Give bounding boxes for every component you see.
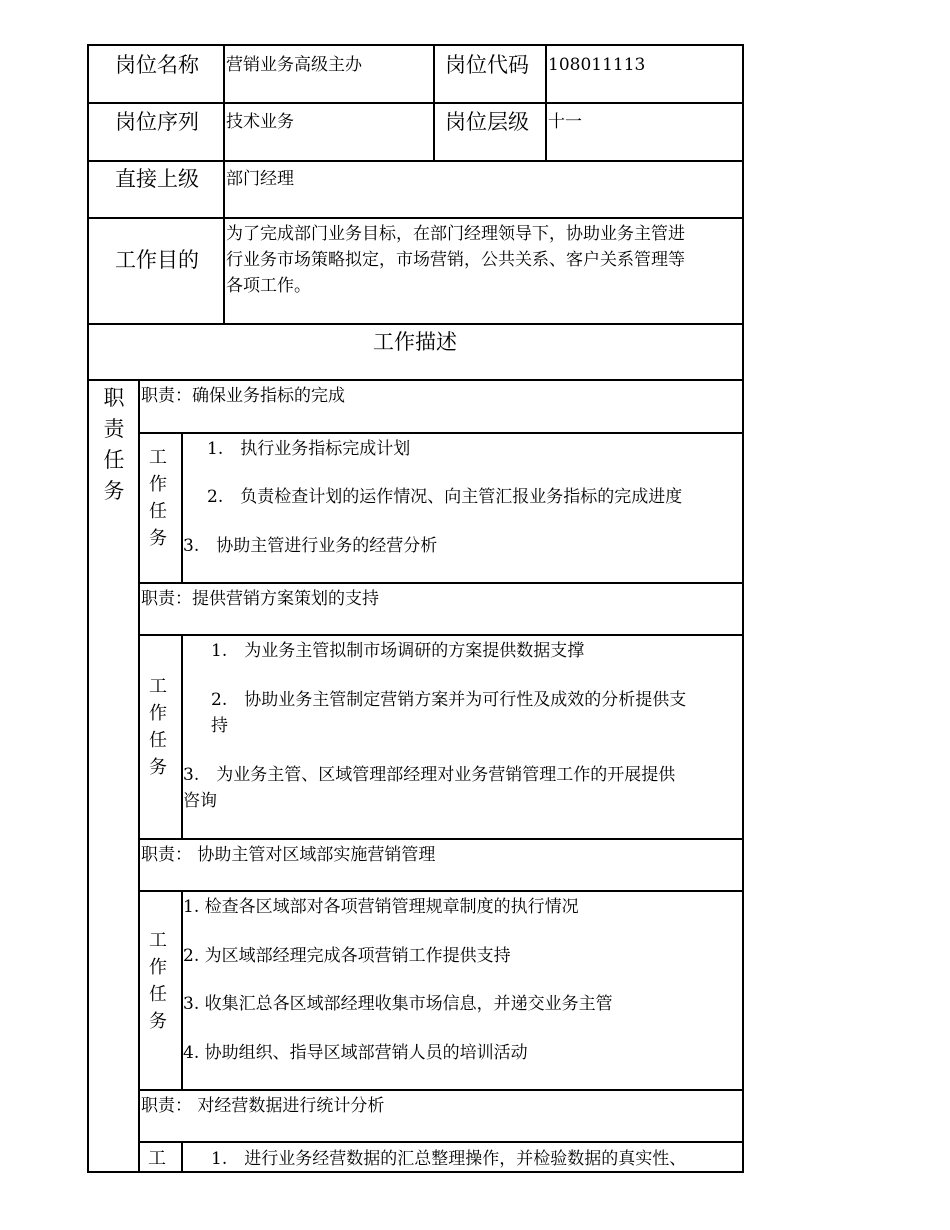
task-column-label: 工 作 任 务 bbox=[149, 930, 167, 1032]
task-item: 咨询 bbox=[183, 791, 217, 811]
purpose-label: 工作目的 bbox=[115, 248, 199, 272]
superior-label: 直接上级 bbox=[115, 167, 199, 191]
task-item: 2. 协助业务主管制定营销方案并为可行性及成效的分析提供支 bbox=[211, 690, 687, 710]
series-label: 岗位序列 bbox=[115, 110, 199, 134]
purpose-line: 行业务市场策略拟定，市场营销，公共关系、客户关系管理等 bbox=[226, 250, 685, 270]
duty-column-label: 职 责 任 务 bbox=[103, 386, 125, 503]
duty-title: 职责：提供营销方案策划的支持 bbox=[141, 589, 379, 609]
duty-title: 职责： 对经营数据进行统计分析 bbox=[141, 1096, 385, 1116]
task-item: 1. 为业务主管拟制市场调研的方案提供数据支撑 bbox=[211, 641, 585, 661]
series-value: 技术业务 bbox=[226, 112, 294, 132]
task-item: 3. 收集汇总各区域部经理收集市场信息，并递交业务主管 bbox=[183, 994, 613, 1014]
task-column-label: 工 bbox=[148, 1148, 166, 1169]
task-item: 4. 协助组织、指导区域部营销人员的培训活动 bbox=[183, 1043, 528, 1063]
task-item: 1. 执行业务指标完成计划 bbox=[207, 439, 411, 459]
purpose-line: 各项工作。 bbox=[226, 276, 311, 296]
position-code-label: 岗位代码 bbox=[445, 53, 529, 77]
task-item: 2. 负责检查计划的运作情况、向主管汇报业务指标的完成进度 bbox=[207, 487, 683, 507]
task-item: 1. 检查各区域部对各项营销管理规章制度的执行情况 bbox=[183, 897, 579, 917]
task-column-label: 工 作 任 务 bbox=[149, 447, 167, 549]
duty-title: 职责： 协助主管对区域部实施营销管理 bbox=[141, 845, 436, 865]
level-label: 岗位层级 bbox=[445, 110, 529, 134]
task-item: 2. 为区域部经理完成各项营销工作提供支持 bbox=[183, 946, 511, 966]
level-value: 十一 bbox=[548, 112, 582, 132]
section-title: 工作描述 bbox=[373, 330, 457, 354]
position-code-value: 108011113 bbox=[548, 55, 646, 75]
task-item: 持 bbox=[211, 716, 228, 736]
superior-value: 部门经理 bbox=[226, 169, 294, 189]
task-item: 3. 协助主管进行业务的经营分析 bbox=[183, 536, 438, 556]
duty-title: 职责：确保业务指标的完成 bbox=[141, 386, 345, 406]
task-column-label: 工 作 任 务 bbox=[149, 676, 167, 778]
position-name-value: 营销业务高级主办 bbox=[226, 55, 362, 75]
task-item: 1. 进行业务经营数据的汇总整理操作，并检验数据的真实性、 bbox=[211, 1149, 687, 1169]
position-name-label: 岗位名称 bbox=[115, 53, 199, 77]
purpose-line: 为了完成部门业务目标，在部门经理领导下，协助业务主管进 bbox=[226, 224, 685, 244]
task-item: 3. 为业务主管、区域管理部经理对业务营销管理工作的开展提供 bbox=[183, 765, 676, 785]
